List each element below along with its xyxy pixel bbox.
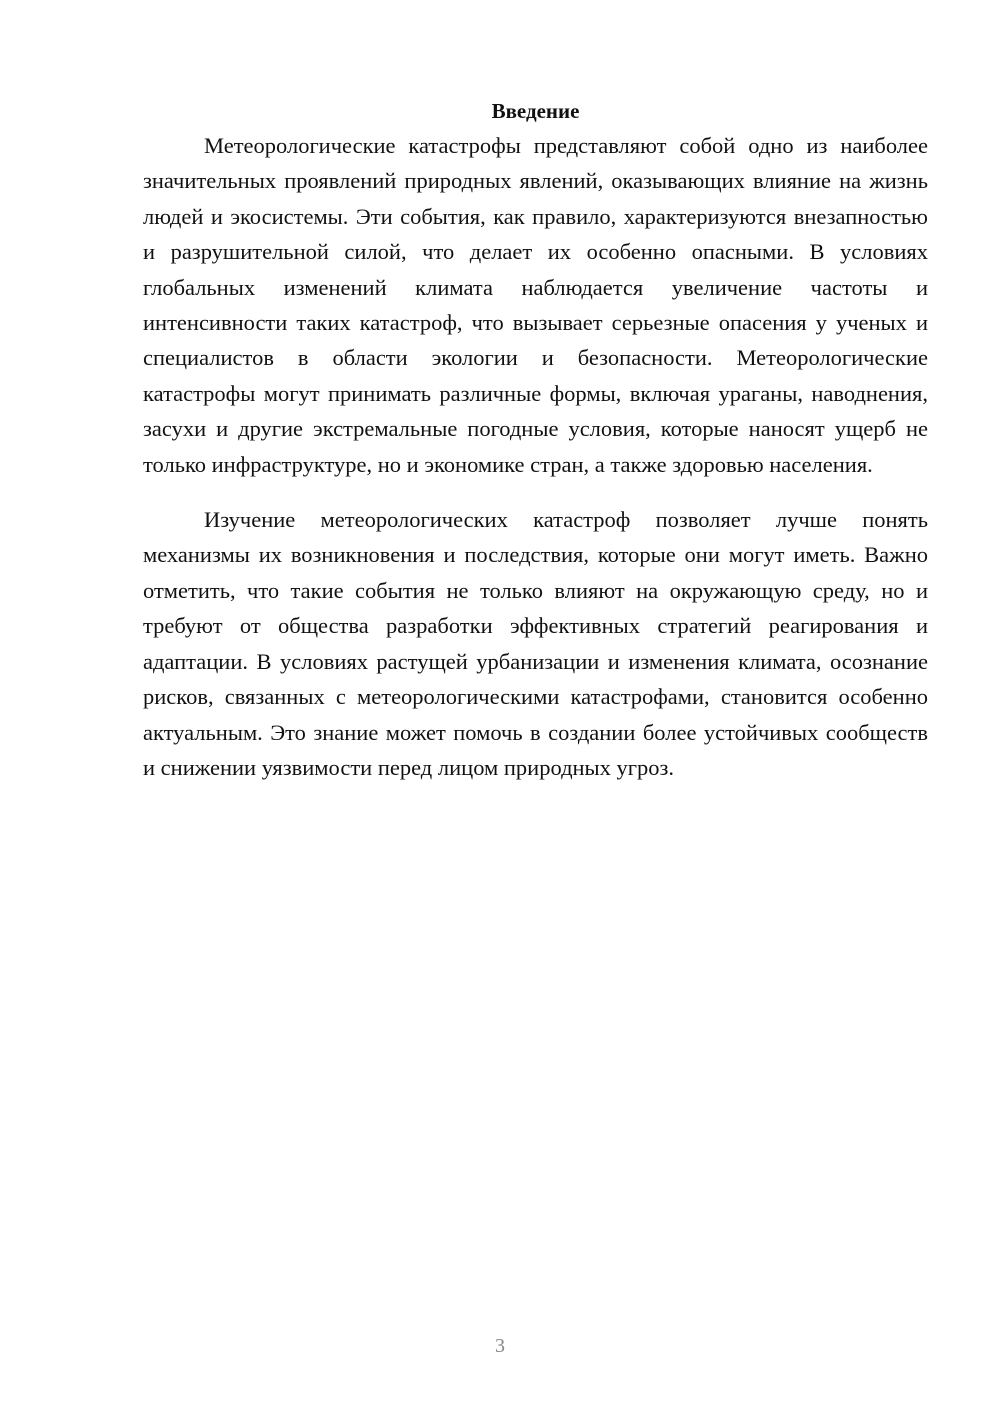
page-number: 3	[495, 1335, 505, 1357]
section-heading: Введение	[491, 99, 580, 123]
paragraph-2: Изучение метеорологических катастроф позволяет лучше понять механизмы их возникновения и последствия, которые они могут иметь. Важно отметить, что такие события не только влияют на окружающую среду, но и требуют от общества разработки эффективных стратегий реагирования и адаптации. В условиях растущей урбанизации и изменения климата, осознание рисков, связанных с метеорологическими катастрофами, становится особенно актуальным. Это знание может помочь в создании более устойчивых сообществ и снижении уязвимости перед лицом природных угроз.	[143, 507, 928, 780]
page-content	[143, 96, 928, 785]
paragraph-1: Метеорологические катастрофы представляют собой одно из наиболее значительных проявлений природных явлений, оказывающих влияние на жизнь людей и экосистемы. Эти события, как правило, характеризуются внезапностью и разрушительной силой, что делает их особенно опасными. В условиях глобальных изменений климата наблюдается увеличение частоты и интенсивности таких катастроф, что вызывает серьезные опасения у ученых и специалистов в области экологии и безопасности. Метеорологические катастрофы могут принимать различные формы, включая ураганы, наводнения, засухи и другие экстремальные погодные условия, которые наносят ущерб не только инфраструктуре, но и экономике стран, а также здоровью населения.	[143, 133, 928, 477]
